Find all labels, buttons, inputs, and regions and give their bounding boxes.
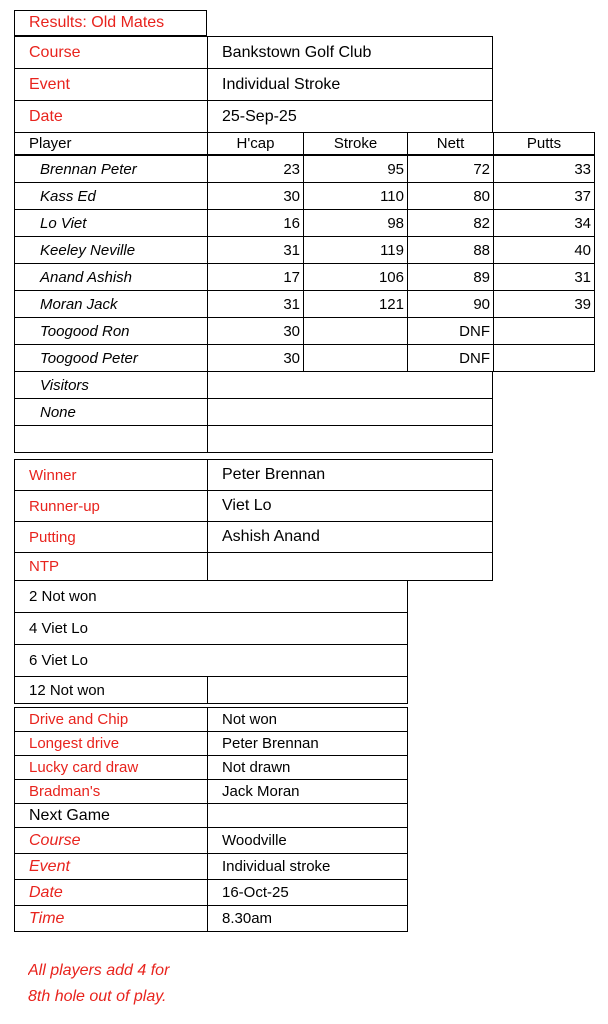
- score-cell-stroke: 106: [303, 263, 408, 291]
- next-game-label: Event: [14, 853, 208, 880]
- score-cell-hcap: 31: [207, 236, 304, 264]
- score-cell-putts: [493, 317, 595, 345]
- score-cell-stroke: 119: [303, 236, 408, 264]
- next-game-value: Woodville: [207, 827, 408, 854]
- score-cell-nett: 90: [407, 290, 494, 318]
- score-cell-hcap: 23: [207, 155, 304, 183]
- player-name: Brennan Peter: [14, 155, 208, 183]
- score-cell-stroke: [303, 344, 408, 372]
- player-name: Moran Jack: [14, 290, 208, 318]
- score-cell-stroke: [303, 317, 408, 345]
- award-label: NTP: [14, 552, 208, 581]
- extra-label: Drive and Chip: [14, 707, 208, 732]
- ntp-hole-result: 12 Not won: [14, 676, 208, 704]
- ntp-hole-result: 6 Viet Lo: [14, 644, 408, 677]
- extra-value: Not won: [207, 707, 408, 732]
- blank-cell: [207, 425, 493, 453]
- ntp-hole-result: 2 Not won: [14, 580, 408, 613]
- score-cell-nett: 80: [407, 182, 494, 210]
- player-name: Toogood Peter: [14, 344, 208, 372]
- player-name: Anand Ashish: [14, 263, 208, 291]
- player-name: Keeley Neville: [14, 236, 208, 264]
- score-cell-putts: 31: [493, 263, 595, 291]
- score-cell-nett: 88: [407, 236, 494, 264]
- score-cell-stroke: 121: [303, 290, 408, 318]
- info-value: Bankstown Golf Club: [207, 36, 493, 69]
- page-title: Results: Old Mates: [14, 10, 207, 36]
- score-cell-putts: [493, 344, 595, 372]
- next-game-value: 16-Oct-25: [207, 879, 408, 906]
- score-cell-hcap: 30: [207, 182, 304, 210]
- note-line: 8th hole out of play.: [28, 988, 167, 1005]
- info-label: Event: [14, 68, 208, 101]
- award-label: Runner-up: [14, 490, 208, 522]
- next-game-value: 8.30am: [207, 905, 408, 932]
- header-col: H'cap: [207, 132, 304, 155]
- header-player: Player: [14, 132, 208, 155]
- score-cell-stroke: 98: [303, 209, 408, 237]
- header-col: Stroke: [303, 132, 408, 155]
- score-cell-nett: 82: [407, 209, 494, 237]
- score-cell-nett: DNF: [407, 344, 494, 372]
- award-value: Viet Lo: [207, 490, 493, 522]
- blank-cell: [207, 398, 493, 426]
- score-cell-stroke: 95: [303, 155, 408, 183]
- score-cell-nett: 89: [407, 263, 494, 291]
- score-cell-hcap: 17: [207, 263, 304, 291]
- score-cell-hcap: 30: [207, 317, 304, 345]
- score-cell-putts: 34: [493, 209, 595, 237]
- extra-value: Jack Moran: [207, 779, 408, 804]
- header-col: Nett: [407, 132, 494, 155]
- award-label: Putting: [14, 521, 208, 553]
- award-value: Ashish Anand: [207, 521, 493, 553]
- info-value: Individual Stroke: [207, 68, 493, 101]
- next-game-value: Individual stroke: [207, 853, 408, 880]
- score-cell-hcap: 16: [207, 209, 304, 237]
- info-value: 25-Sep-25: [207, 100, 493, 133]
- next-game-heading: Next Game: [14, 803, 208, 828]
- blank-cell: [14, 425, 208, 453]
- info-label: Date: [14, 100, 208, 133]
- score-cell-putts: 39: [493, 290, 595, 318]
- score-cell-putts: 33: [493, 155, 595, 183]
- extra-value: Peter Brennan: [207, 731, 408, 756]
- next-game-label: Course: [14, 827, 208, 854]
- header-col: Putts: [493, 132, 595, 155]
- visitors-text: Visitors: [14, 371, 208, 399]
- info-label: Course: [14, 36, 208, 69]
- extra-label: Lucky card draw: [14, 755, 208, 780]
- award-value: Peter Brennan: [207, 459, 493, 491]
- next-game-label: Date: [14, 879, 208, 906]
- score-cell-nett: 72: [407, 155, 494, 183]
- blank-cell: [207, 676, 408, 704]
- player-name: Lo Viet: [14, 209, 208, 237]
- blank-cell: [207, 371, 493, 399]
- score-cell-putts: 40: [493, 236, 595, 264]
- extra-label: Longest drive: [14, 731, 208, 756]
- player-name: Kass Ed: [14, 182, 208, 210]
- extra-label: Bradman's: [14, 779, 208, 804]
- extra-value: Not drawn: [207, 755, 408, 780]
- award-label: Winner: [14, 459, 208, 491]
- player-name: Toogood Ron: [14, 317, 208, 345]
- score-cell-hcap: 31: [207, 290, 304, 318]
- blank-cell: [207, 803, 408, 828]
- award-value: [207, 552, 493, 581]
- score-cell-stroke: 110: [303, 182, 408, 210]
- next-game-label: Time: [14, 905, 208, 932]
- note-line: All players add 4 for: [28, 962, 170, 979]
- score-cell-nett: DNF: [407, 317, 494, 345]
- visitors-text: None: [14, 398, 208, 426]
- ntp-hole-result: 4 Viet Lo: [14, 612, 408, 645]
- score-cell-putts: 37: [493, 182, 595, 210]
- score-cell-hcap: 30: [207, 344, 304, 372]
